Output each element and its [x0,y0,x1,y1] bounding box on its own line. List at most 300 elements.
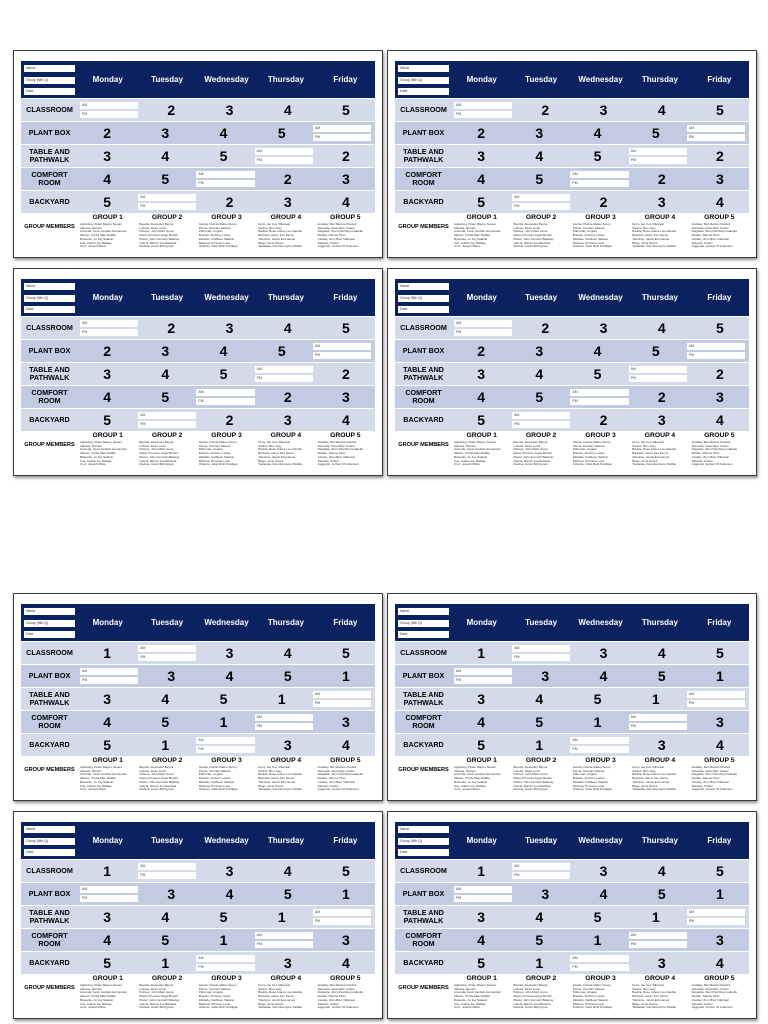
member-name: Andalay, Mel Marcus Flordeil [691,765,731,769]
group-number: 2 [283,389,292,405]
group-number: 3 [342,171,350,187]
am-slot[interactable]: AM [313,125,371,132]
area-row [21,167,375,190]
group-number: 1 [219,932,228,948]
member-name: Rosibe, Dianne Pirez [691,233,720,238]
member-name: Santos, Ben Joey [632,225,656,230]
group-label: GROUP 2 [525,214,557,221]
info-field[interactable]: Name [24,283,75,290]
am-slot[interactable]: AM [313,691,371,698]
group-number: 1 [219,714,228,730]
member-name: Bautila, Rose Ariane Lou Atanilla [632,772,676,777]
am-slot[interactable]: AM [629,932,687,939]
am-slot[interactable]: AM [512,863,570,870]
info-field[interactable]: Date [398,88,449,95]
am-slot[interactable]: AM [196,171,254,178]
area-label: CLASSROOM [400,648,447,657]
info-field[interactable]: Date [24,849,75,856]
area-row [21,144,375,167]
group-number: 5 [593,909,602,925]
member-list [630,983,689,1012]
schedule-header [21,604,375,641]
group-number: 5 [277,343,286,359]
group-number: 4 [342,737,350,753]
am-pm-slots [136,860,200,882]
member-name: Bravante, Jo Jay Salazar [454,997,488,1002]
info-field[interactable]: Date [24,631,75,638]
am-slot[interactable]: AM [196,955,254,962]
info-field[interactable]: Group (Nth Q) [24,77,75,84]
am-slot[interactable]: AM [255,932,313,939]
day-header: Tuesday [151,836,184,845]
area-label: PLANT BOX [28,346,71,355]
am-slot[interactable]: AM [570,955,628,962]
pm-slot[interactable]: PM [629,723,687,730]
pm-slot[interactable]: PM [687,700,745,707]
pm-slot[interactable]: PM [512,654,570,661]
area-label: PLANT BOX [402,671,445,680]
schedule-card [387,50,757,258]
schedule-header [21,279,375,316]
pm-slot[interactable]: PM [629,157,687,164]
group-number: 2 [541,320,550,336]
group-number: 4 [657,863,666,879]
spacer [21,756,78,765]
am-pm-slots [510,191,574,213]
am-slot[interactable]: AM [255,366,313,373]
day-header: Friday [707,618,732,627]
day-header: Wednesday [578,836,623,845]
group-number: 2 [657,389,666,405]
group-number: 2 [283,171,292,187]
member-name: Agbanlog, Khian Mayne Severo [80,222,123,226]
group-label: GROUP 2 [151,975,183,982]
area-row [395,385,749,408]
am-slot[interactable]: AM [629,366,687,373]
group-number: 4 [477,389,485,405]
member-name: Cruz, Joseph Marie [454,462,481,467]
pm-slot[interactable]: PM [196,964,254,971]
member-name: Palmes, John Mark Jocos [139,772,174,777]
pm-slot[interactable]: PM [512,421,570,428]
member-name: Andalay, Mel Marcus Flordeil [691,440,731,444]
group-label: GROUP 3 [585,757,616,764]
member-name: Mahusa, Princess Lane [572,458,605,463]
group-label: GROUP 1 [92,757,123,764]
group-number: 5 [477,955,485,971]
pm-slot[interactable]: PM [138,872,196,879]
am-pm-slots [253,711,317,733]
member-name: Medina, Justin Boll Igoyal [513,1005,548,1010]
pm-slot[interactable]: PM [196,398,254,405]
pm-slot[interactable]: PM [687,918,745,925]
member-list [316,983,375,1012]
member-name: Bravante, Jo Jay Salazar [454,779,488,784]
am-pm-slots [685,906,749,928]
member-name: Alameda, Gwendilyn Cuelto [317,986,355,991]
am-pm-slots [78,317,142,339]
am-slot[interactable]: AM [80,886,138,893]
member-name: Bravante, Jo Jay Salazar [80,779,114,784]
am-slot[interactable]: AM [196,389,254,396]
member-name: Tolentino, Jacob Emmanuel [632,779,670,784]
member-name: Bayrda, Alexander Bayna [139,765,174,769]
am-slot[interactable]: AM [512,645,570,652]
area-label: TABLE AND PATHWALK [403,690,444,707]
info-field[interactable]: Name [24,826,75,833]
am-slot[interactable]: AM [138,412,196,419]
pm-slot[interactable]: PM [255,157,313,164]
pm-slot[interactable]: PM [454,329,512,336]
group-label: GROUP 2 [151,214,183,221]
member-list [630,440,689,469]
am-slot[interactable]: AM [454,668,512,675]
area-label: TABLE AND PATHWALK [29,690,70,707]
group-number: 4 [103,389,111,405]
am-slot[interactable]: AM [570,171,628,178]
group-number: 3 [716,389,724,405]
spacer [395,974,452,983]
info-field[interactable]: Group (Nth Q) [24,295,75,302]
member-name: Barzado, Aaron Kim Nerva [632,776,668,781]
am-pm-slots [253,929,317,951]
pm-slot[interactable]: PM [512,872,570,879]
am-slot[interactable]: AM [687,125,745,132]
info-field[interactable]: Group (Nth Q) [24,838,75,845]
pm-slot[interactable]: PM [570,180,628,187]
schedule-header [395,61,749,98]
pm-slot[interactable]: PM [454,111,512,118]
group-number: 3 [477,366,485,382]
am-pm-slots [194,952,258,974]
area-row [395,664,749,687]
member-name: Cruz, Joseph Marie [454,787,481,792]
pm-slot[interactable]: PM [570,746,628,753]
pm-slot[interactable]: PM [313,352,371,359]
area-label: PLANT BOX [402,128,445,137]
member-name: Orlando, Juliet Ruth Pardigen [572,244,613,249]
member-name: Bracelo, Anthony Lazas [572,233,605,238]
member-name: Bravante, Jo Jay Salazar [454,236,488,241]
group-number: 3 [342,714,350,730]
member-list [137,222,196,251]
pm-slot[interactable]: PM [255,723,313,730]
info-field[interactable]: Date [398,849,449,856]
pm-slot[interactable]: PM [512,203,570,210]
group-number: 4 [283,645,292,661]
group-label: GROUP 1 [466,757,497,764]
member-name: Mahusa, Princess Lane [198,783,231,788]
pm-slot[interactable]: PM [570,964,628,971]
am-slot[interactable]: AM [255,714,313,721]
member-name: Bayrda, Alexander Bayna [513,440,548,444]
member-name: Santos, Ben Joey [632,986,656,991]
group-number: 5 [103,412,111,428]
am-slot[interactable]: AM [687,909,745,916]
am-slot[interactable]: AM [80,668,138,675]
group-number: 5 [477,737,485,753]
am-slot[interactable]: AM [80,320,138,327]
pm-slot[interactable]: PM [196,180,254,187]
info-field[interactable]: Group (Nth Q) [398,620,449,627]
area-label: CLASSROOM [26,323,73,332]
am-slot[interactable]: AM [512,412,570,419]
am-pm-slots [627,145,691,167]
area-label: PLANT BOX [402,889,445,898]
group-number: 1 [161,955,170,971]
info-field[interactable]: Group (Nth Q) [24,620,75,627]
pm-slot[interactable]: PM [138,654,196,661]
group-number: 1 [651,691,660,707]
am-slot[interactable]: AM [255,148,313,155]
member-name: Palmes, John Mark Jocos [139,990,174,995]
member-list [630,765,689,794]
member-name: Santos, Ben Joey [632,443,656,448]
member-list [511,440,570,469]
pm-slot[interactable]: PM [138,203,196,210]
group-number: 4 [477,171,485,187]
group-number: 2 [103,343,111,359]
group-number: 1 [103,863,111,879]
area-row [21,121,375,144]
group-number: 5 [161,714,170,730]
group-number: 1 [716,886,724,902]
day-header: Friday [333,618,358,627]
member-name: Alaneta, Renato [454,986,476,991]
info-field[interactable]: Date [398,306,449,313]
am-pm-slots [78,99,142,121]
area-row [21,710,375,733]
area-label: BACKYARD [403,197,444,206]
area-label: CLASSROOM [400,323,447,332]
member-name: Alaneta, Renato [80,768,102,773]
day-header: Tuesday [525,618,558,627]
am-pm-slots [627,929,691,951]
pm-slot[interactable]: PM [313,700,371,707]
pm-slot[interactable]: PM [629,375,687,382]
pm-slot[interactable]: PM [570,398,628,405]
pm-slot[interactable]: PM [80,111,138,118]
am-slot[interactable]: AM [570,737,628,744]
am-slot[interactable]: AM [629,714,687,721]
group-number: 4 [535,366,544,382]
group-number: 1 [535,955,544,971]
member-name: Ferro, Ian Cez Villarreal [632,440,664,444]
info-field[interactable]: Name [398,283,449,290]
am-pm-slots [311,906,375,928]
member-name: Lazeas, Dean Louis [139,225,166,230]
member-name: Andalay, Mel Marcus Flordeil [317,440,357,444]
group-label: GROUP 4 [270,975,302,982]
am-slot[interactable]: AM [313,343,371,350]
member-name: Biego, Arvie Naora [258,1001,284,1006]
am-slot[interactable]: AM [138,645,196,652]
area-label: CLASSROOM [26,105,73,114]
area-row [395,362,749,385]
group-number: 3 [599,863,608,879]
area-label: COMFORT ROOM [31,931,68,948]
member-list [197,222,256,251]
member-name: Pafromas, Angela [572,990,597,995]
info-field[interactable]: Name [24,608,75,615]
group-number: 3 [599,645,608,661]
member-name: Orlando, Juliet Ruth Pardigen [572,1005,613,1010]
member-name: Tolentino, Jacob Emmanuel [632,454,670,459]
area-label: COMFORT ROOM [31,170,68,187]
member-name: Jaggoreb, Jerbert Of Anderson [691,787,733,792]
pm-slot[interactable]: PM [80,329,138,336]
pm-slot[interactable]: PM [454,677,512,684]
area-row [21,905,375,928]
area-row [395,905,749,928]
info-field[interactable]: Group (Nth Q) [398,295,449,302]
members-label: GROUP MEMBERS [398,985,449,991]
group-number: 3 [283,194,292,210]
pm-slot[interactable]: PM [255,375,313,382]
member-name: Palmes, John Mark Jocos [513,229,548,234]
member-name: Tastiadas, Kamobel Ayne Padilla [258,244,302,249]
member-name: Garcia, Marvin Joe Bautista [139,1001,177,1006]
day-header: Thursday [267,75,304,84]
member-name: Rosibe, Dianne Pirez [317,451,346,456]
group-number: 4 [283,102,292,118]
member-name: Penas, Kenzian Salinas [572,225,605,230]
group-number: 1 [477,645,485,661]
group-label: GROUP 4 [644,432,676,439]
member-name: Garcia, Marvin Joe Bautista [513,458,551,463]
group-members-row [21,983,375,1012]
member-name: Cas, Andria Joy Mabaje [454,1001,486,1006]
am-pm-slots [627,711,691,733]
member-name: Andalay, Mel Marcus Flordeil [317,222,357,226]
day-header: Wednesday [578,618,623,627]
member-name: Ferro, Ian Cez Villarreal [258,440,290,444]
am-pm-slots [136,409,200,431]
group-number: 4 [283,320,292,336]
am-slot[interactable]: AM [570,389,628,396]
pm-slot[interactable]: PM [313,134,371,141]
day-header: Thursday [267,293,304,302]
group-number: 5 [535,171,544,187]
group-number: 5 [103,955,111,971]
pm-slot[interactable]: PM [454,895,512,902]
member-name: Medina, Justin Boll Igoyal [139,462,174,467]
info-field[interactable]: Group (Nth Q) [398,838,449,845]
area-label: TABLE AND PATHWALK [403,908,444,925]
pm-slot[interactable]: PM [687,352,745,359]
member-name: Jaggoreb, Jerbert Of Anderson [691,1005,733,1010]
info-field[interactable]: Name [398,826,449,833]
pm-slot[interactable]: PM [138,421,196,428]
pm-slot[interactable]: PM [80,677,138,684]
day-header: Wednesday [578,293,623,302]
info-field[interactable]: Name [24,65,75,72]
am-pm-slots [253,145,317,167]
member-name: Biego, Arvie Naora [632,240,658,245]
group-number: 5 [535,714,544,730]
pm-slot[interactable]: PM [313,918,371,925]
am-slot[interactable]: AM [687,691,745,698]
area-row [395,316,749,339]
info-field[interactable]: Date [398,631,449,638]
pm-slot[interactable]: PM [196,746,254,753]
group-number: 4 [161,366,170,382]
pm-slot[interactable]: PM [80,895,138,902]
group-label: GROUP 2 [525,432,557,439]
member-name: Cas, Andria Joy Mabaje [454,240,486,245]
member-name: Jaggoreb, Jerbert Of Anderson [317,1005,359,1010]
am-slot[interactable]: AM [512,194,570,201]
group-number: 2 [103,125,111,141]
member-name: Salvado, Kristel [317,1001,339,1006]
member-name: Medina, Justin Boll Igoyal [513,787,548,792]
member-name: Arcenda, Kevin Godwin Hernandez [80,229,127,234]
am-slot[interactable]: AM [313,909,371,916]
group-number: 3 [716,171,724,187]
am-slot[interactable]: AM [454,320,512,327]
am-pm-slots [136,642,200,664]
group-number: 3 [535,125,544,141]
group-number: 1 [716,668,724,684]
group-label: GROUP 5 [704,214,735,221]
group-number: 5 [161,171,170,187]
member-name: Biego, Arvie Naora [258,458,284,463]
info-field[interactable]: Date [24,88,75,95]
member-name: Rosibe, Dianne Pirez [691,994,720,999]
group-number: 2 [342,148,350,164]
group-number: 2 [716,148,724,164]
group-label-row [21,974,375,983]
member-name: Palmes, John Mark Jocos [139,229,174,234]
am-slot[interactable]: AM [687,343,745,350]
am-pm-slots [311,122,375,144]
info-field[interactable]: Date [24,306,75,313]
area-row [21,882,375,905]
group-number: 4 [599,668,608,684]
am-slot[interactable]: AM [454,102,512,109]
member-name: Zabaldo, Kathleen Salazar [572,454,609,459]
group-number: 2 [716,366,724,382]
am-slot[interactable]: AM [454,886,512,893]
am-slot[interactable]: AM [138,194,196,201]
area-row [395,190,749,213]
group-members-row [395,222,749,251]
am-slot[interactable]: AM [629,148,687,155]
day-header: Thursday [641,836,678,845]
member-name: Cruz, Joseph Marie [80,1005,107,1010]
member-name: Delgadia, Jhon Paul Reyrosabella [317,447,363,452]
pm-slot[interactable]: PM [255,941,313,948]
group-label: GROUP 2 [151,757,183,764]
am-slot[interactable]: AM [80,102,138,109]
info-field[interactable]: Name [398,608,449,615]
group-number: 3 [342,932,350,948]
pm-slot[interactable]: PM [629,941,687,948]
member-name: Cavilay, Jhon Blun Villarreal [317,454,355,459]
info-field[interactable]: Group (Nth Q) [398,77,449,84]
member-list [690,765,749,794]
pm-slot[interactable]: PM [687,134,745,141]
am-slot[interactable]: AM [138,863,196,870]
schedule-header [395,604,749,641]
am-slot[interactable]: AM [196,737,254,744]
info-field[interactable]: Name [398,65,449,72]
member-name: Bayrda, Alexander Bayna [139,222,174,226]
member-list [316,765,375,794]
member-name: Cas, Andria Joy Mabaje [454,783,486,788]
day-header: Friday [333,293,358,302]
group-number: 4 [593,343,602,359]
